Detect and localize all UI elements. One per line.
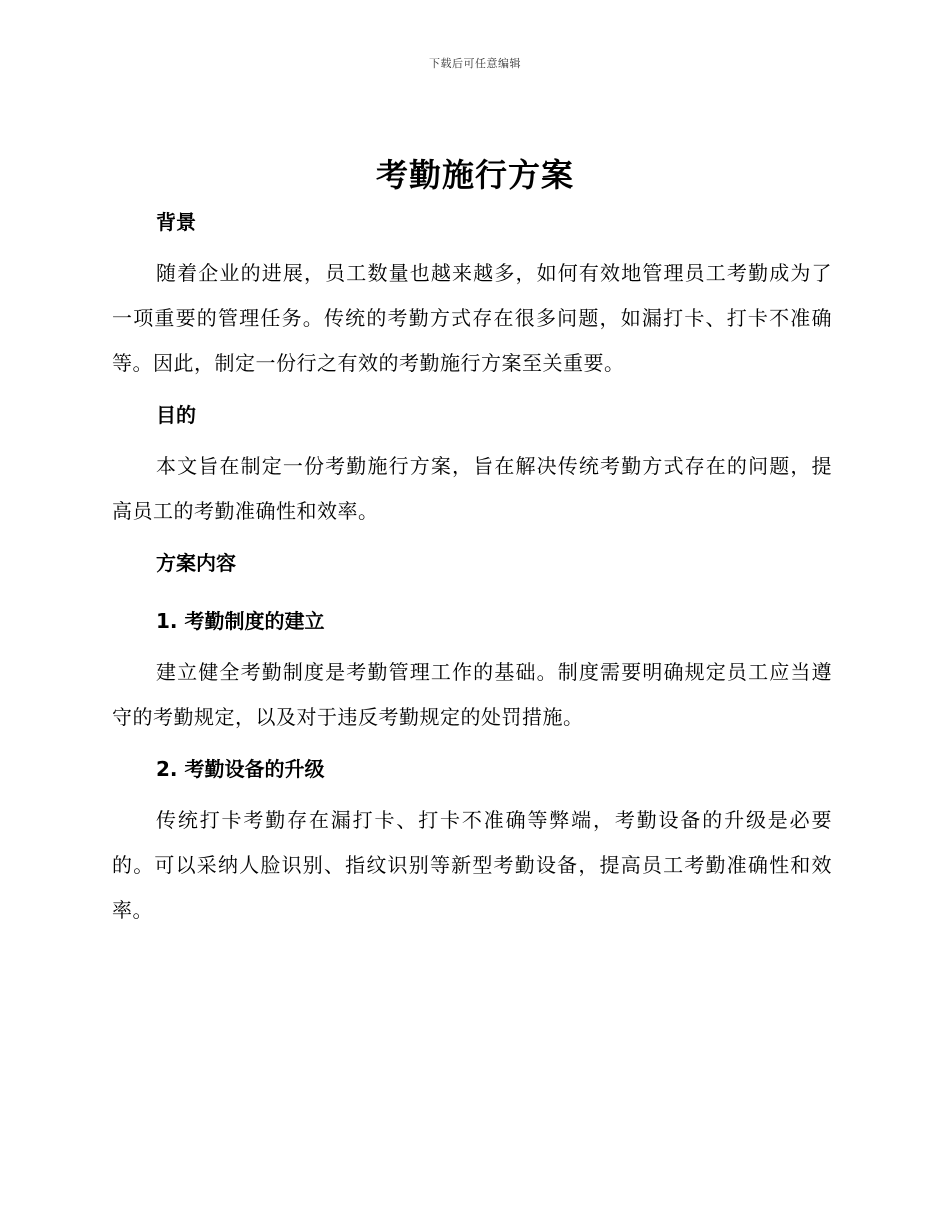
paragraph-attendance-system: 建立健全考勤制度是考勤管理工作的基础。制度需要明确规定员工应当遵守的考勤规定，以及对于违反考勤规定的处罚措施。 — [112, 660, 832, 729]
header-note: 下载后可任意编辑 — [429, 57, 521, 70]
paragraph-device-upgrade: 传统打卡考勤存在漏打卡、打卡不准确等弊端，考勤设备的升级是必要的。可以采纳人脸识别、指纹识别等新型考勤设备，提高员工考勤准确性和效率。 — [112, 808, 832, 922]
subsection-heading-attendance-system: 1. 考勤制度的建立 — [156, 609, 325, 633]
section-heading-purpose: 目的 — [156, 403, 196, 427]
paragraph-purpose: 本文旨在制定一份考勤施行方案，旨在解决传统考勤方式存在的问题，提高员工的考勤准确性和效率。 — [112, 454, 832, 523]
paragraph-background: 随着企业的进展，员工数量也越来越多，如何有效地管理员工考勤成为了一项重要的管理任务。传统的考勤方式存在很多问题，如漏打卡、打卡不准确等。因此，制定一份行之有效的考勤施行方案至关重要。 — [112, 261, 832, 375]
document-body — [112, 204, 832, 933]
section-heading-background: 背景 — [156, 210, 196, 234]
section-heading-plan: 方案内容 — [156, 551, 236, 575]
document-title: 考勤施行方案 — [375, 156, 574, 194]
subsection-heading-device-upgrade: 2. 考勤设备的升级 — [156, 757, 325, 781]
